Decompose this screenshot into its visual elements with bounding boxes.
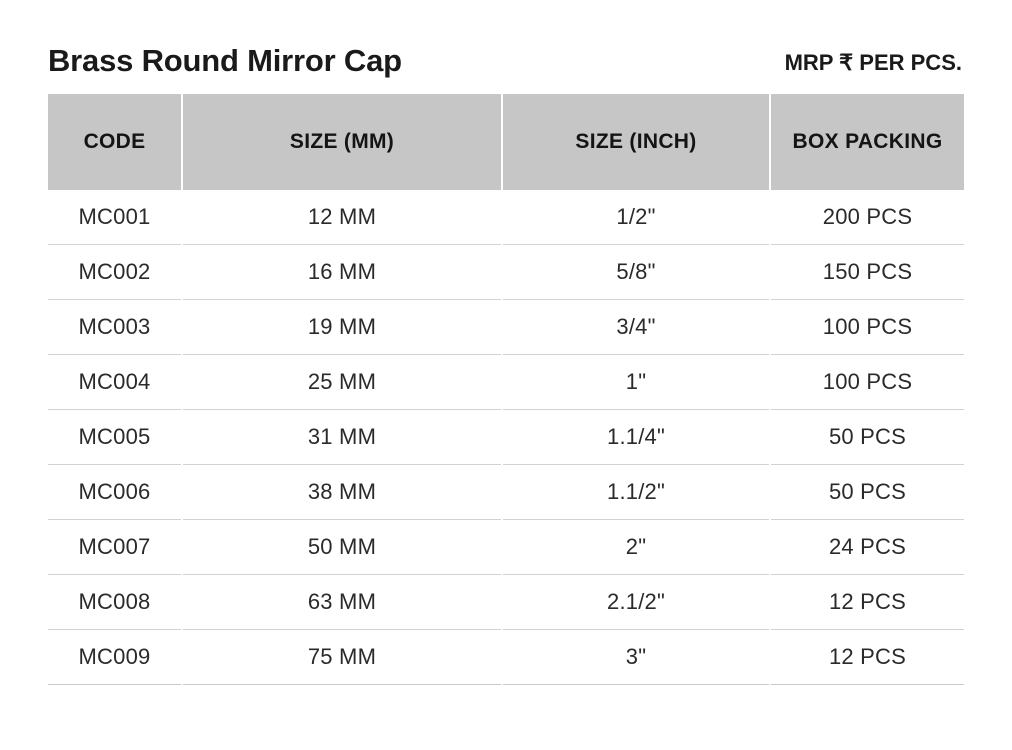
cell-size-inch: 1.1/2" (502, 465, 770, 520)
cell-size-mm: 19 MM (182, 300, 502, 355)
cell-size-inch: 1/2" (502, 190, 770, 245)
table-row (48, 190, 964, 245)
cell-code: MC006 (48, 465, 182, 520)
cell-size-mm: 50 MM (182, 520, 502, 575)
table-row (48, 520, 964, 575)
table-row (48, 465, 964, 520)
table-body (48, 190, 964, 685)
column-header-code: CODE (48, 94, 182, 190)
cell-size-mm: 16 MM (182, 245, 502, 300)
cell-code: MC008 (48, 575, 182, 630)
cell-size-inch: 3/4" (502, 300, 770, 355)
column-header-box-packing-label: BOX PACKING (792, 129, 943, 153)
cell-code: MC003 (48, 300, 182, 355)
table-header (48, 94, 964, 190)
mrp-note: MRP ₹ PER PCS. (784, 50, 962, 76)
cell-size-inch: 1.1/4" (502, 410, 770, 465)
table-header-row (48, 94, 964, 190)
table-row (48, 630, 964, 685)
cell-code: MC009 (48, 630, 182, 685)
cell-box-packing: 150 PCS (770, 245, 964, 300)
cell-size-mm: 63 MM (182, 575, 502, 630)
cell-code: MC007 (48, 520, 182, 575)
table-row (48, 300, 964, 355)
cell-code: MC001 (48, 190, 182, 245)
page-header (48, 0, 964, 88)
table-row (48, 355, 964, 410)
cell-box-packing: 12 PCS (770, 630, 964, 685)
cell-size-mm: 12 MM (182, 190, 502, 245)
page-title: Brass Round Mirror Cap (48, 43, 402, 78)
cell-size-inch: 1" (502, 355, 770, 410)
cell-box-packing: 200 PCS (770, 190, 964, 245)
column-header-size-inch: SIZE (INCH) (502, 94, 770, 190)
cell-code: MC002 (48, 245, 182, 300)
cell-size-inch: 5/8" (502, 245, 770, 300)
cell-code: MC004 (48, 355, 182, 410)
cell-size-mm: 25 MM (182, 355, 502, 410)
specification-table (48, 94, 964, 685)
cell-box-packing: 24 PCS (770, 520, 964, 575)
cell-box-packing: 50 PCS (770, 465, 964, 520)
table-row (48, 410, 964, 465)
cell-size-inch: 2.1/2" (502, 575, 770, 630)
cell-box-packing: 100 PCS (770, 300, 964, 355)
table-row (48, 575, 964, 630)
cell-box-packing: 50 PCS (770, 410, 964, 465)
cell-box-packing: 100 PCS (770, 355, 964, 410)
cell-box-packing: 12 PCS (770, 575, 964, 630)
table-row (48, 245, 964, 300)
column-header-box-packing (770, 94, 964, 190)
cell-size-inch: 2" (502, 520, 770, 575)
cell-size-mm: 31 MM (182, 410, 502, 465)
cell-code: MC005 (48, 410, 182, 465)
cell-size-inch: 3" (502, 630, 770, 685)
column-header-size-mm: SIZE (MM) (182, 94, 502, 190)
cell-size-mm: 75 MM (182, 630, 502, 685)
cell-size-mm: 38 MM (182, 465, 502, 520)
